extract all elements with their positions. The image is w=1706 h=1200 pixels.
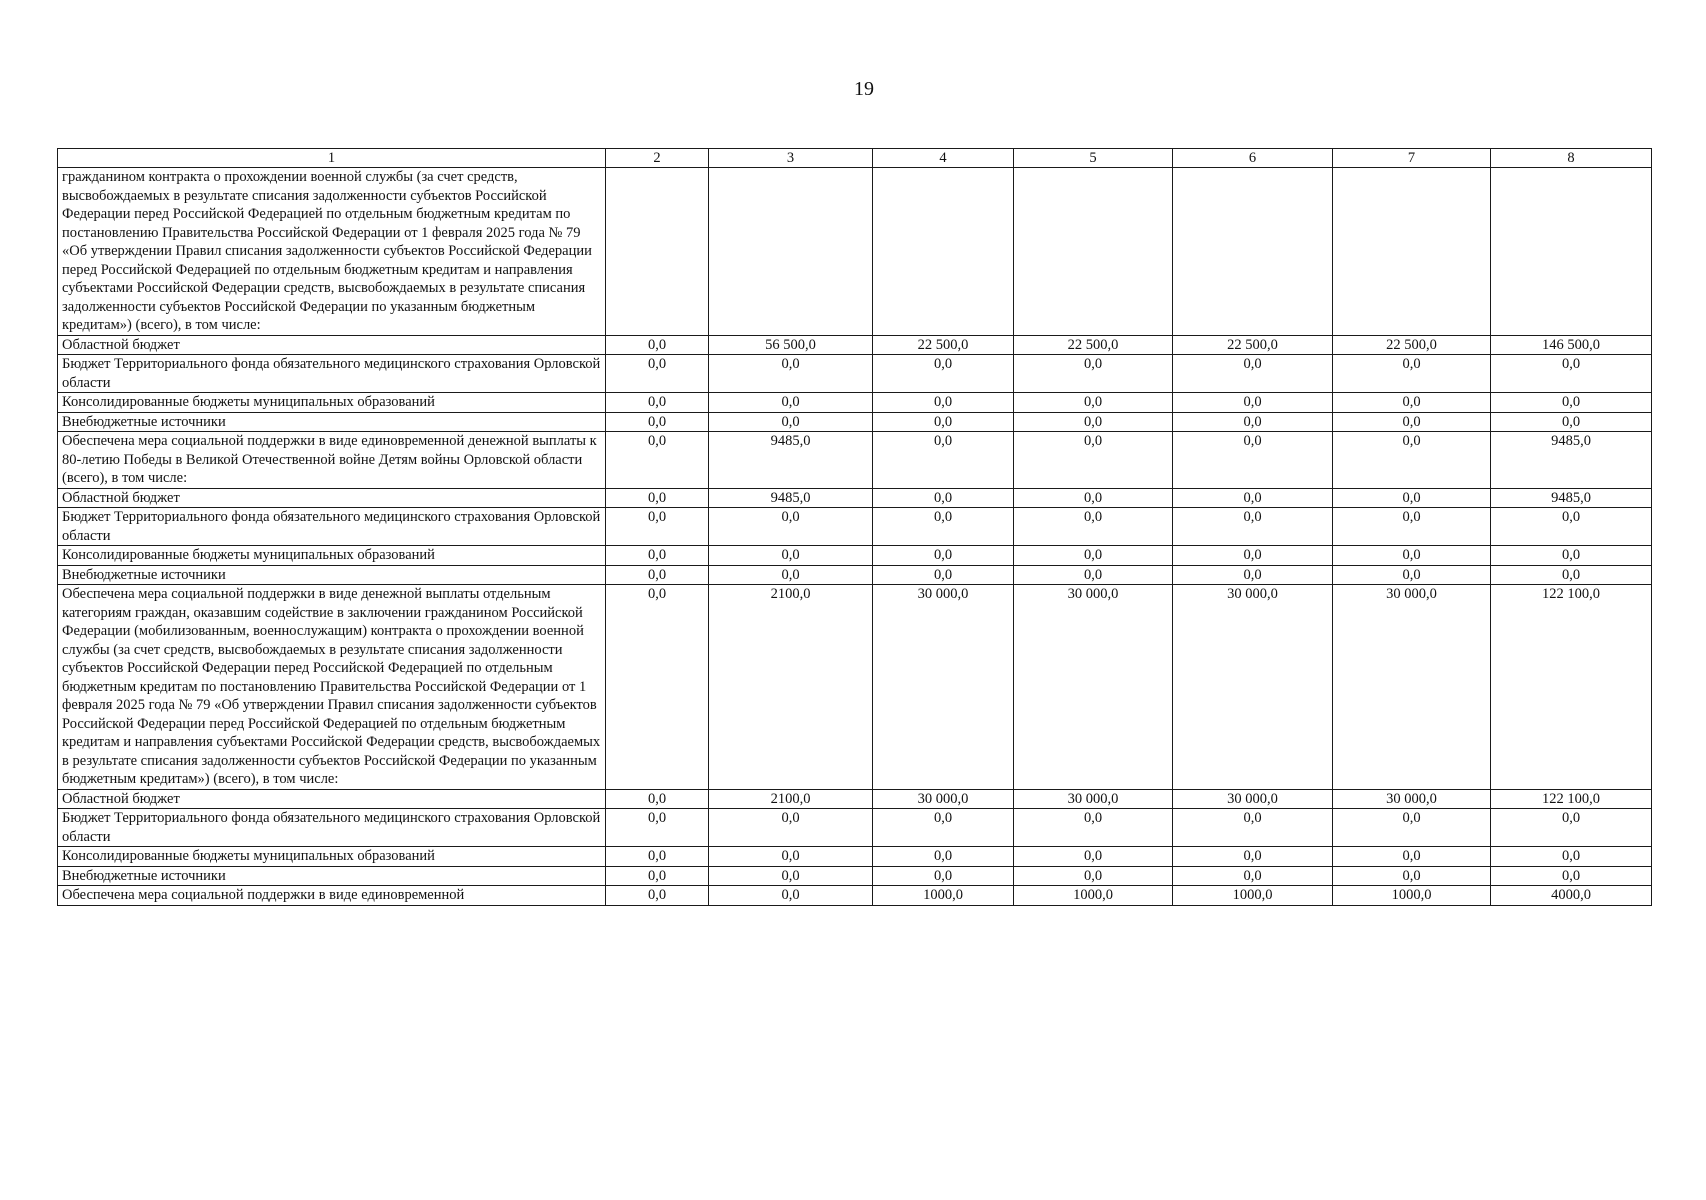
- value-cell-col-4: 0,0: [873, 432, 1014, 489]
- value-cell-col-4: 0,0: [873, 412, 1014, 432]
- value-cell-col-5: 0,0: [1014, 847, 1173, 867]
- row-label: Внебюджетные источники: [58, 412, 606, 432]
- value-cell-col-6: 0,0: [1173, 809, 1333, 847]
- value-cell-col-3: 0,0: [709, 508, 873, 546]
- row-label: Бюджет Территориального фонда обязательного медицинского страхования Орловской области: [58, 508, 606, 546]
- row-label: Обеспечена мера социальной поддержки в виде единовременной денежной выплаты к 80-летию Победы в Великой Отечественной войне Детям войны Орловской области (всего), в том числе:: [58, 432, 606, 489]
- table-row: [58, 508, 1652, 546]
- column-header-7: 7: [1333, 149, 1491, 168]
- value-cell-col-8: 4000,0: [1491, 886, 1652, 906]
- value-cell-col-8: 0,0: [1491, 866, 1652, 886]
- value-cell-col-5: 0,0: [1014, 866, 1173, 886]
- value-cell-col-3: 0,0: [709, 809, 873, 847]
- value-cell-col-6: 0,0: [1173, 488, 1333, 508]
- value-cell-col-4: 0,0: [873, 488, 1014, 508]
- value-cell-col-7: 0,0: [1333, 847, 1491, 867]
- table-row: [58, 168, 1652, 336]
- row-label: Консолидированные бюджеты муниципальных образований: [58, 393, 606, 413]
- row-label: Обеспечена мера социальной поддержки в виде единовременной: [58, 886, 606, 906]
- column-header-3: 3: [709, 149, 873, 168]
- row-label: Обеспечена мера социальной поддержки в виде денежной выплаты отдельным категориям граждан, оказавшим содействие в заключении гражданином Российской Федерации (мобилизованным, военнослужащим) контракта о прохождении военной службы (за счет средств, высвобождаемых в результате списания задолженности субъектов Российской Федерации перед Российской Федерацией по отдельным бюджетным кредитам по постановлению Правительства Российской Федерации от 1 февраля 2025 года № 79 «Об утверждении Правил списания задолженности субъектов Российской Федерации перед Российской Федерацией по отдельным бюджетным кредитам и направления субъектами Российской Федерации средств, высвобождаемых в результате списания задолженности субъектов Российской Федерации по указанным бюджетным кредитам») (всего), в том числе:: [58, 585, 606, 790]
- row-label: Консолидированные бюджеты муниципальных образований: [58, 546, 606, 566]
- value-cell-col-3: 0,0: [709, 412, 873, 432]
- value-cell-col-7: [1333, 168, 1491, 336]
- row-label: Областной бюджет: [58, 335, 606, 355]
- value-cell-col-7: 0,0: [1333, 508, 1491, 546]
- value-cell-col-2: 0,0: [606, 847, 709, 867]
- column-header-4: 4: [873, 149, 1014, 168]
- value-cell-col-3: 0,0: [709, 393, 873, 413]
- value-cell-col-5: 0,0: [1014, 393, 1173, 413]
- value-cell-col-7: 0,0: [1333, 546, 1491, 566]
- table-row: [58, 809, 1652, 847]
- value-cell-col-2: 0,0: [606, 355, 709, 393]
- value-cell-col-2: 0,0: [606, 546, 709, 566]
- value-cell-col-2: 0,0: [606, 789, 709, 809]
- value-cell-col-5: 30 000,0: [1014, 585, 1173, 790]
- value-cell-col-8: 0,0: [1491, 355, 1652, 393]
- value-cell-col-3: 0,0: [709, 866, 873, 886]
- row-label: Бюджет Территориального фонда обязательного медицинского страхования Орловской области: [58, 355, 606, 393]
- value-cell-col-2: 0,0: [606, 886, 709, 906]
- value-cell-col-6: 22 500,0: [1173, 335, 1333, 355]
- value-cell-col-5: 0,0: [1014, 546, 1173, 566]
- value-cell-col-2: 0,0: [606, 488, 709, 508]
- value-cell-col-7: 0,0: [1333, 355, 1491, 393]
- value-cell-col-7: 30 000,0: [1333, 789, 1491, 809]
- value-cell-col-8: 0,0: [1491, 847, 1652, 867]
- value-cell-col-5: 0,0: [1014, 488, 1173, 508]
- value-cell-col-8: 146 500,0: [1491, 335, 1652, 355]
- value-cell-col-6: [1173, 168, 1333, 336]
- column-header-6: 6: [1173, 149, 1333, 168]
- table-row: [58, 432, 1652, 489]
- value-cell-col-4: 0,0: [873, 565, 1014, 585]
- value-cell-col-2: 0,0: [606, 412, 709, 432]
- value-cell-col-6: 0,0: [1173, 393, 1333, 413]
- value-cell-col-6: 1000,0: [1173, 886, 1333, 906]
- value-cell-col-8: 0,0: [1491, 565, 1652, 585]
- value-cell-col-4: 0,0: [873, 393, 1014, 413]
- table-row: [58, 866, 1652, 886]
- value-cell-col-6: 0,0: [1173, 565, 1333, 585]
- value-cell-col-4: 0,0: [873, 847, 1014, 867]
- value-cell-col-5: 1000,0: [1014, 886, 1173, 906]
- value-cell-col-4: 30 000,0: [873, 585, 1014, 790]
- value-cell-col-5: 0,0: [1014, 565, 1173, 585]
- value-cell-col-6: 0,0: [1173, 546, 1333, 566]
- row-label: Внебюджетные источники: [58, 565, 606, 585]
- table-row: [58, 355, 1652, 393]
- value-cell-col-2: 0,0: [606, 565, 709, 585]
- column-header-8: 8: [1491, 149, 1652, 168]
- value-cell-col-2: 0,0: [606, 393, 709, 413]
- value-cell-col-2: [606, 168, 709, 336]
- value-cell-col-5: 0,0: [1014, 809, 1173, 847]
- table-row: [58, 546, 1652, 566]
- table-row: [58, 488, 1652, 508]
- value-cell-col-8: 0,0: [1491, 508, 1652, 546]
- value-cell-col-8: 0,0: [1491, 546, 1652, 566]
- value-cell-col-4: 1000,0: [873, 886, 1014, 906]
- value-cell-col-5: 0,0: [1014, 508, 1173, 546]
- value-cell-col-7: 0,0: [1333, 809, 1491, 847]
- value-cell-col-3: [709, 168, 873, 336]
- row-label: Областной бюджет: [58, 488, 606, 508]
- value-cell-col-7: 1000,0: [1333, 886, 1491, 906]
- value-cell-col-6: 0,0: [1173, 412, 1333, 432]
- value-cell-col-6: 0,0: [1173, 508, 1333, 546]
- value-cell-col-2: 0,0: [606, 335, 709, 355]
- value-cell-col-6: 0,0: [1173, 847, 1333, 867]
- value-cell-col-3: 0,0: [709, 565, 873, 585]
- table-row: [58, 847, 1652, 867]
- value-cell-col-4: 22 500,0: [873, 335, 1014, 355]
- value-cell-col-4: 0,0: [873, 355, 1014, 393]
- value-cell-col-6: 0,0: [1173, 355, 1333, 393]
- table-body: [58, 168, 1652, 906]
- value-cell-col-4: 30 000,0: [873, 789, 1014, 809]
- value-cell-col-3: 56 500,0: [709, 335, 873, 355]
- value-cell-col-8: 0,0: [1491, 809, 1652, 847]
- value-cell-col-7: 0,0: [1333, 866, 1491, 886]
- row-label: Бюджет Территориального фонда обязательного медицинского страхования Орловской области: [58, 809, 606, 847]
- column-header-2: 2: [606, 149, 709, 168]
- budget-table: [57, 148, 1652, 906]
- value-cell-col-3: 9485,0: [709, 432, 873, 489]
- column-header-1: 1: [58, 149, 606, 168]
- table-row: [58, 585, 1652, 790]
- value-cell-col-7: 22 500,0: [1333, 335, 1491, 355]
- value-cell-col-3: 0,0: [709, 886, 873, 906]
- table-row: [58, 335, 1652, 355]
- value-cell-col-4: 0,0: [873, 809, 1014, 847]
- value-cell-col-7: 0,0: [1333, 432, 1491, 489]
- value-cell-col-5: [1014, 168, 1173, 336]
- value-cell-col-8: 122 100,0: [1491, 789, 1652, 809]
- value-cell-col-7: 0,0: [1333, 412, 1491, 432]
- column-header-5: 5: [1014, 149, 1173, 168]
- value-cell-col-7: 0,0: [1333, 488, 1491, 508]
- value-cell-col-8: 122 100,0: [1491, 585, 1652, 790]
- value-cell-col-5: 0,0: [1014, 412, 1173, 432]
- value-cell-col-7: 30 000,0: [1333, 585, 1491, 790]
- value-cell-col-8: 0,0: [1491, 393, 1652, 413]
- value-cell-col-2: 0,0: [606, 809, 709, 847]
- value-cell-col-8: 9485,0: [1491, 432, 1652, 489]
- value-cell-col-6: 30 000,0: [1173, 789, 1333, 809]
- value-cell-col-5: 0,0: [1014, 355, 1173, 393]
- value-cell-col-3: 0,0: [709, 847, 873, 867]
- value-cell-col-8: [1491, 168, 1652, 336]
- value-cell-col-5: 22 500,0: [1014, 335, 1173, 355]
- value-cell-col-7: 0,0: [1333, 565, 1491, 585]
- table-row: [58, 789, 1652, 809]
- value-cell-col-2: 0,0: [606, 866, 709, 886]
- row-label: гражданином контракта о прохождении военной службы (за счет средств, высвобождаемых в результате списания задолженности субъектов Российской Федерации перед Российской Федерацией по отдельным бюджетным кредитам по постановлению Правительства Российской Федерации от 1 февраля 2025 года № 79 «Об утверждении Правил списания задолженности субъектов Российской Федерации перед Российской Федерацией по отдельным бюджетным кредитам и направления субъектами Российской Федерации средств, высвобождаемых в результате списания задолженности субъектов Российской Федерации по указанным бюджетным кредитам») (всего), в том числе:: [58, 168, 606, 336]
- table-row: [58, 393, 1652, 413]
- row-label: Консолидированные бюджеты муниципальных образований: [58, 847, 606, 867]
- value-cell-col-2: 0,0: [606, 585, 709, 790]
- value-cell-col-4: [873, 168, 1014, 336]
- table-row: [58, 565, 1652, 585]
- value-cell-col-3: 0,0: [709, 546, 873, 566]
- value-cell-col-4: 0,0: [873, 546, 1014, 566]
- value-cell-col-5: 30 000,0: [1014, 789, 1173, 809]
- value-cell-col-2: 0,0: [606, 508, 709, 546]
- value-cell-col-7: 0,0: [1333, 393, 1491, 413]
- value-cell-col-5: 0,0: [1014, 432, 1173, 489]
- row-label: Внебюджетные источники: [58, 866, 606, 886]
- value-cell-col-4: 0,0: [873, 866, 1014, 886]
- page-number: 19: [854, 78, 874, 100]
- value-cell-col-3: 9485,0: [709, 488, 873, 508]
- value-cell-col-4: 0,0: [873, 508, 1014, 546]
- value-cell-col-3: 2100,0: [709, 585, 873, 790]
- value-cell-col-3: 0,0: [709, 355, 873, 393]
- table-row: [58, 412, 1652, 432]
- table-row: [58, 886, 1652, 906]
- value-cell-col-6: 0,0: [1173, 432, 1333, 489]
- value-cell-col-2: 0,0: [606, 432, 709, 489]
- row-label: Областной бюджет: [58, 789, 606, 809]
- value-cell-col-6: 30 000,0: [1173, 585, 1333, 790]
- value-cell-col-3: 2100,0: [709, 789, 873, 809]
- value-cell-col-8: 9485,0: [1491, 488, 1652, 508]
- table-header-row: [58, 149, 1652, 168]
- value-cell-col-6: 0,0: [1173, 866, 1333, 886]
- value-cell-col-8: 0,0: [1491, 412, 1652, 432]
